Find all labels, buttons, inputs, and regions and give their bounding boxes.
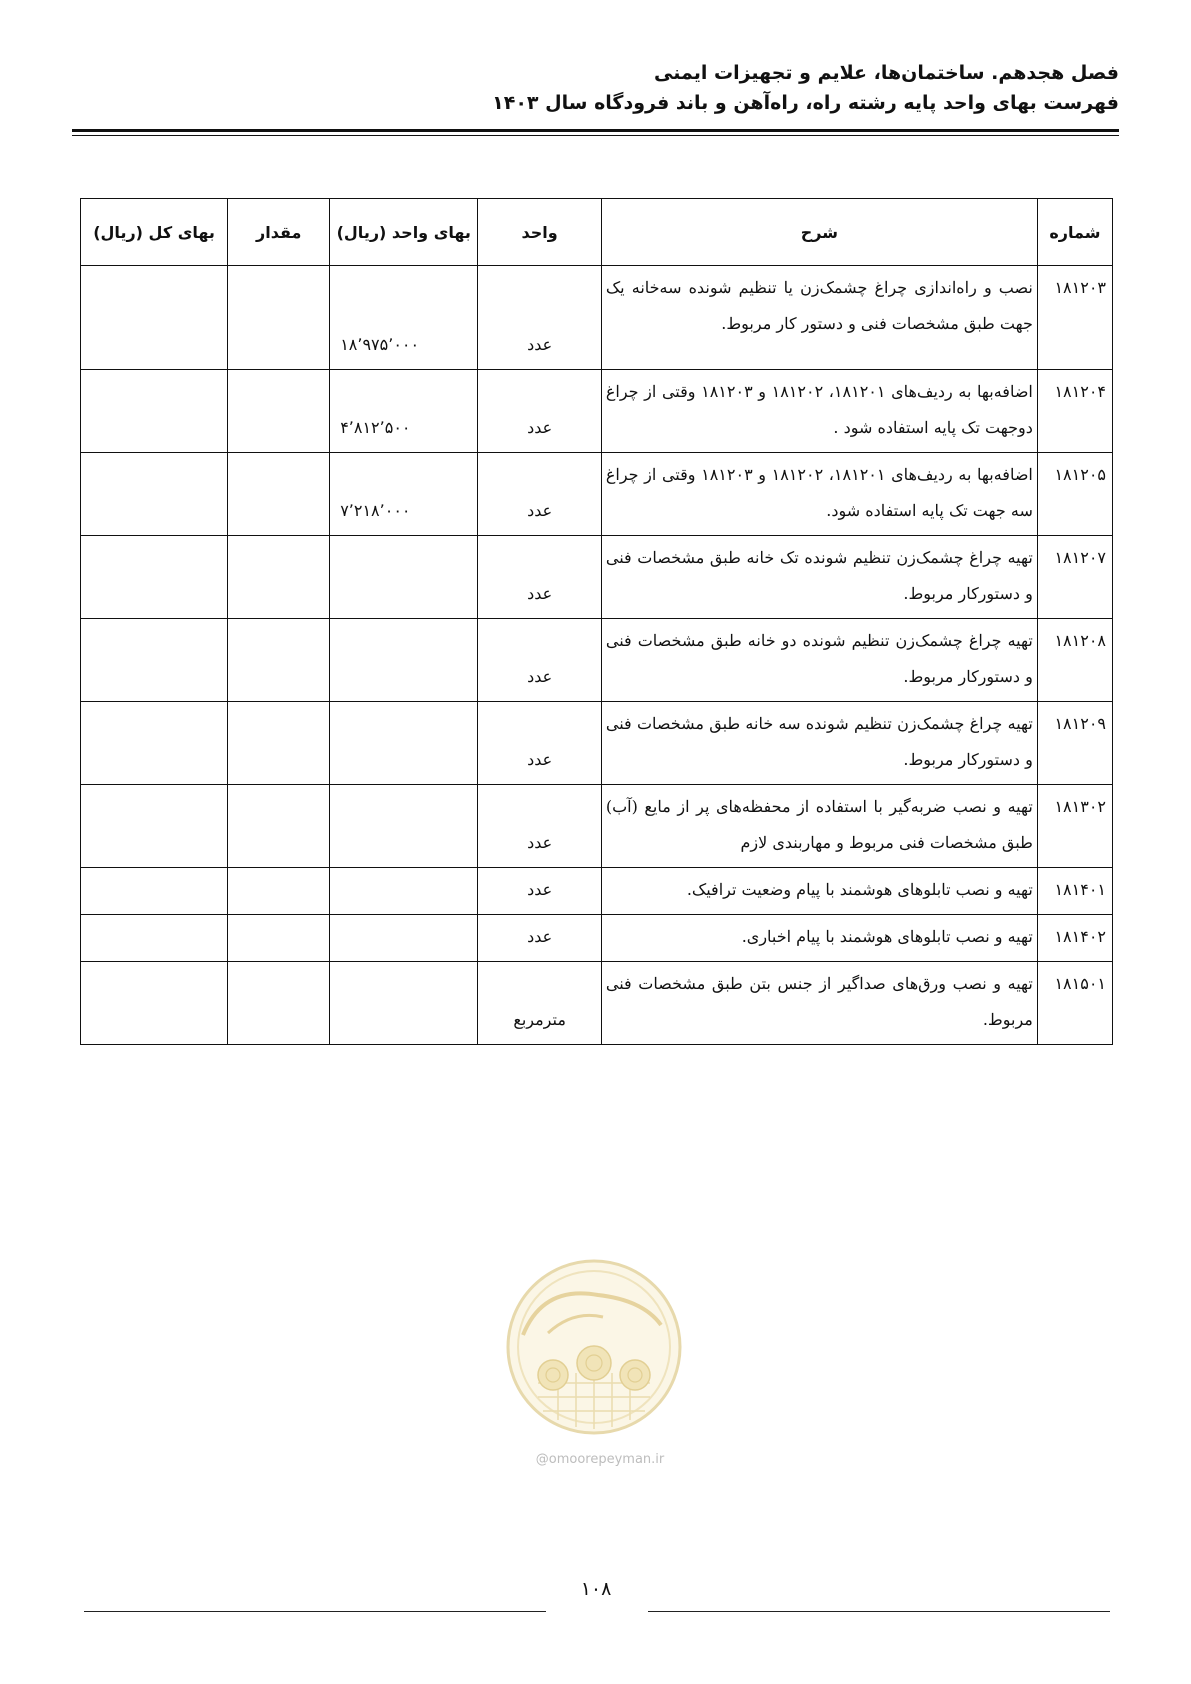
row-unit-price: ۴٬۸۱۲٬۵۰۰ <box>330 370 478 453</box>
watermark-seal-icon <box>503 1255 685 1445</box>
header-description: شرح <box>601 199 1037 266</box>
row-quantity <box>228 868 330 915</box>
row-quantity <box>228 370 330 453</box>
row-quantity <box>228 962 330 1045</box>
row-total-price <box>81 266 228 370</box>
row-number: ۱۸۱۳۰۲ <box>1037 785 1112 868</box>
row-quantity <box>228 453 330 536</box>
row-quantity <box>228 536 330 619</box>
row-total-price <box>81 619 228 702</box>
row-unit: عدد <box>478 915 601 962</box>
row-description: اضافه‌بها به ردیف‌های ۱۸۱۲۰۱، ۱۸۱۲۰۲ و ۱۸۱۲۰۳ وقتی از چراغ دوجهت تک پایه استفاده شود . <box>601 370 1037 453</box>
row-unit-price <box>330 619 478 702</box>
row-unit: عدد <box>478 619 601 702</box>
row-unit: مترمربع <box>478 962 601 1045</box>
row-total-price <box>81 702 228 785</box>
row-unit-price <box>330 915 478 962</box>
row-description: تهیه چراغ چشمک‌زن تنظیم شونده دو خانه طبق مشخصات فنی و دستورکار مربوط. <box>601 619 1037 702</box>
table-row <box>81 702 1113 785</box>
row-unit-price <box>330 868 478 915</box>
row-total-price <box>81 370 228 453</box>
row-quantity <box>228 619 330 702</box>
chapter-title: فصل هجدهم. ساختمان‌ها، علایم و تجهیزات ایمنی <box>654 62 1119 84</box>
row-description: تهیه و نصب ورق‌های صداگیر از جنس بتن طبق مشخصات فنی مربوط. <box>601 962 1037 1045</box>
row-unit-price <box>330 702 478 785</box>
row-quantity <box>228 266 330 370</box>
row-description: تهیه چراغ چشمک‌زن تنظیم شونده سه خانه طبق مشخصات فنی و دستورکار مربوط. <box>601 702 1037 785</box>
row-description: تهیه چراغ چشمک‌زن تنظیم شونده تک خانه طبق مشخصات فنی و دستورکار مربوط. <box>601 536 1037 619</box>
document-title: فهرست بهای واحد پایه رشته راه، راه‌آهن و باند فرودگاه سال ۱۴۰۳ <box>492 92 1119 114</box>
header-rule-thin <box>72 135 1119 136</box>
table-row <box>81 266 1113 370</box>
row-quantity <box>228 702 330 785</box>
row-description: نصب و راه‌اندازی چراغ چشمک‌زن یا تنظیم شونده سه‌خانه یک جهت طبق مشخصات فنی و دستور کار مربوط. <box>601 266 1037 370</box>
row-number: ۱۸۱۲۰۴ <box>1037 370 1112 453</box>
header-rule-thick <box>72 129 1119 132</box>
header-total-price: بهای کل (ریال) <box>81 199 228 266</box>
table-row <box>81 868 1113 915</box>
row-number: ۱۸۱۲۰۸ <box>1037 619 1112 702</box>
table-row <box>81 453 1113 536</box>
row-total-price <box>81 962 228 1045</box>
footer-rule-right <box>648 1611 1110 1612</box>
row-number: ۱۸۱۲۰۳ <box>1037 266 1112 370</box>
row-quantity <box>228 915 330 962</box>
row-number: ۱۸۱۴۰۲ <box>1037 915 1112 962</box>
row-unit-price: ۱۸٬۹۷۵٬۰۰۰ <box>330 266 478 370</box>
row-unit: عدد <box>478 453 601 536</box>
page-header <box>72 58 1119 118</box>
row-unit-price <box>330 962 478 1045</box>
row-number: ۱۸۱۵۰۱ <box>1037 962 1112 1045</box>
row-description: تهیه و نصب ضربه‌گیر با استفاده از محفظه‌های پر از مایع (آب) طبق مشخصات فنی مربوط و مهاربندی لازم <box>601 785 1037 868</box>
row-total-price <box>81 915 228 962</box>
page-number: ۱۰۸ <box>580 1578 612 1600</box>
row-unit-price <box>330 536 478 619</box>
row-description: اضافه‌بها به ردیف‌های ۱۸۱۲۰۱، ۱۸۱۲۰۲ و ۱۸۱۲۰۳ وقتی از چراغ سه جهت تک پایه استفاده شود. <box>601 453 1037 536</box>
price-table <box>80 198 1113 1045</box>
row-unit: عدد <box>478 785 601 868</box>
row-number: ۱۸۱۴۰۱ <box>1037 868 1112 915</box>
table-row <box>81 915 1113 962</box>
row-number: ۱۸۱۲۰۹ <box>1037 702 1112 785</box>
row-total-price <box>81 453 228 536</box>
row-total-price <box>81 536 228 619</box>
table-row <box>81 619 1113 702</box>
header-number: شماره <box>1037 199 1112 266</box>
header-quantity: مقدار <box>228 199 330 266</box>
row-unit: عدد <box>478 266 601 370</box>
row-total-price <box>81 785 228 868</box>
table-row <box>81 536 1113 619</box>
footer-rule-left <box>84 1611 546 1612</box>
row-unit: عدد <box>478 370 601 453</box>
row-unit: عدد <box>478 536 601 619</box>
table-row <box>81 785 1113 868</box>
row-quantity <box>228 785 330 868</box>
table-row <box>81 962 1113 1045</box>
row-unit-price <box>330 785 478 868</box>
row-number: ۱۸۱۲۰۵ <box>1037 453 1112 536</box>
row-number: ۱۸۱۲۰۷ <box>1037 536 1112 619</box>
row-description: تهیه و نصب تابلوهای هوشمند با پیام وضعیت ترافیک. <box>601 868 1037 915</box>
header-unit: واحد <box>478 199 601 266</box>
row-unit: عدد <box>478 702 601 785</box>
table-row <box>81 370 1113 453</box>
row-total-price <box>81 868 228 915</box>
header-unit-price: بهای واحد (ریال) <box>330 199 478 266</box>
row-description: تهیه و نصب تابلوهای هوشمند با پیام اخباری. <box>601 915 1037 962</box>
row-unit: عدد <box>478 868 601 915</box>
watermark-site: @omoorepeyman.ir <box>535 1452 665 1467</box>
row-unit-price: ۷٬۲۱۸٬۰۰۰ <box>330 453 478 536</box>
table-header-row <box>81 199 1113 266</box>
